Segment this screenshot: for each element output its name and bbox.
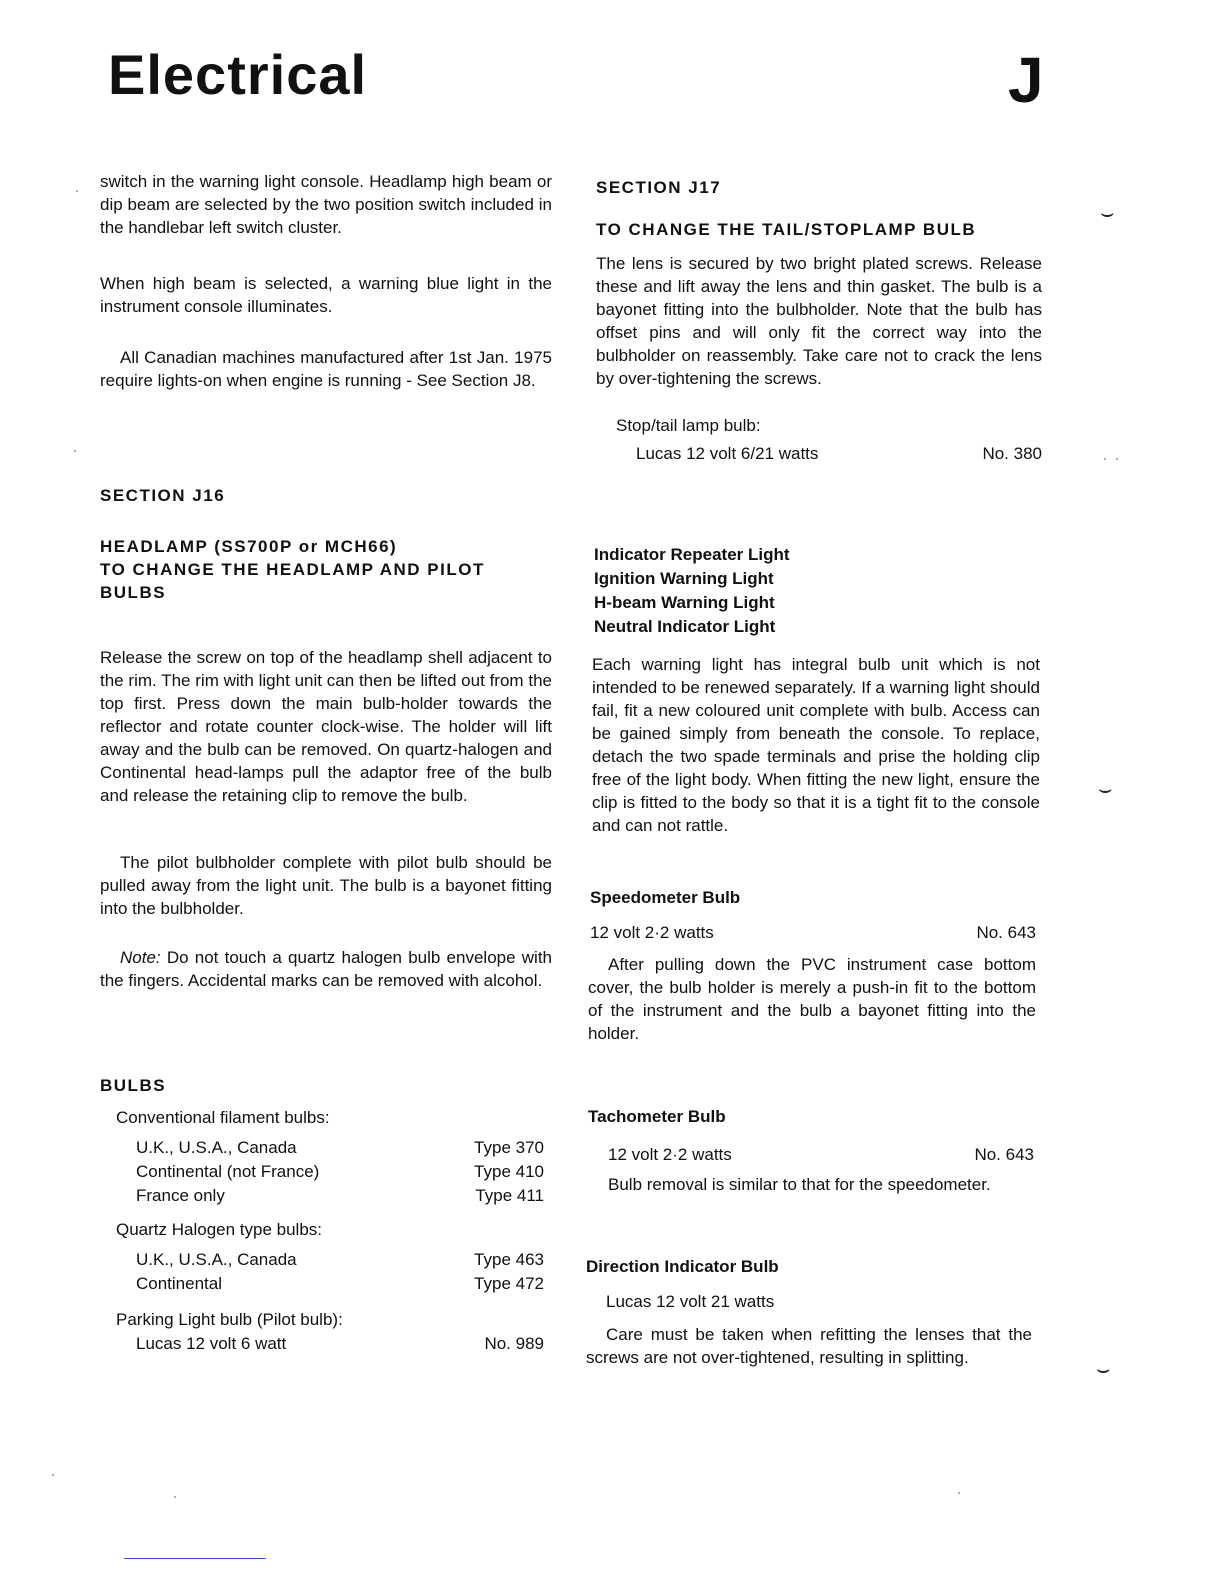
row-value: No. 989 — [484, 1334, 544, 1353]
row-label: 12 volt 2·2 watts — [590, 923, 714, 942]
speedo-heading: Speedometer Bulb — [590, 888, 741, 907]
binder-mark: ⌣ — [1096, 1356, 1111, 1381]
stop-lamp-spec — [596, 412, 1042, 468]
warning-heading: Ignition Warning Light — [594, 569, 774, 588]
row-value: Type 370 — [474, 1138, 544, 1157]
section-j17-heading: SECTION J17 — [596, 178, 722, 197]
scan-dot — [76, 190, 78, 192]
warning-text — [592, 653, 1040, 837]
warning-headings — [594, 543, 1040, 639]
row-label: 12 volt 2·2 watts — [608, 1145, 732, 1164]
tail-text — [596, 252, 1042, 390]
pilot-text — [100, 851, 552, 920]
tacho-spec — [608, 1140, 1034, 1200]
table-row — [100, 1272, 544, 1296]
headlamp-heading-line2: TO CHANGE THE HEADLAMP AND PILOT BULBS — [100, 560, 485, 602]
footer-line — [124, 1558, 266, 1559]
binder-mark: ⌣ — [1100, 200, 1115, 225]
row-value: Type 472 — [474, 1274, 544, 1293]
headlamp-text — [100, 646, 552, 807]
row-label: U.K., U.S.A., Canada — [136, 1250, 297, 1269]
canadian-paragraph: All Canadian machines manufactured after 1st Jan. 1975 require lights-on when engine is running - See Section J8. — [100, 348, 552, 390]
quartz-label: Quartz Halogen type bulbs: — [116, 1220, 323, 1239]
warning-heading: Indicator Repeater Light — [594, 545, 790, 564]
tacho-paragraph: Bulb removal is similar to that for the speedometer. — [608, 1175, 991, 1194]
speedo-text — [588, 953, 1036, 1045]
canadian-text — [100, 346, 552, 392]
bulbs-table — [100, 1106, 544, 1356]
binder-mark: ⌣ — [1098, 776, 1113, 801]
note-body: Do not touch a quartz halogen bulb envelope with the fingers. Accidental marks can be removed with alcohol. — [100, 948, 552, 990]
conventional-label: Conventional filament bulbs: — [116, 1108, 330, 1127]
high-beam-text — [100, 272, 552, 318]
speedo-paragraph: After pulling down the PVC instrument case bottom cover, the bulb holder is merely a push-in fit to the bottom of the instrument and the bulb a bayonet fitting into the holder. — [588, 955, 1036, 1043]
table-row — [100, 1184, 544, 1208]
row-value: Type 411 — [475, 1186, 544, 1205]
row-label: Continental (not France) — [136, 1162, 320, 1181]
table-row — [100, 1136, 544, 1160]
row-value: No. 643 — [974, 1145, 1034, 1164]
row-label: Continental — [136, 1274, 223, 1293]
high-beam-paragraph: When high beam is selected, a warning blue light in the instrument console illuminates. — [100, 274, 552, 316]
table-row — [100, 1248, 544, 1272]
direction-spec: Lucas 12 volt 21 watts — [606, 1292, 775, 1311]
parking-label: Parking Light bulb (Pilot bulb): — [116, 1310, 343, 1329]
headlamp-heading — [100, 535, 552, 604]
speedo-spec — [590, 921, 1036, 944]
note-text — [100, 946, 552, 992]
table-row — [100, 1332, 544, 1356]
scan-dot — [74, 450, 76, 452]
table-row — [596, 440, 1042, 468]
tail-heading: TO CHANGE THE TAIL/STOPLAMP BULB — [596, 220, 977, 239]
headlamp-heading-line1: HEADLAMP (SS700P or MCH66) — [100, 537, 398, 556]
row-value: Type 410 — [474, 1162, 544, 1181]
headlamp-paragraph-2: The pilot bulbholder complete with pilot bulb should be pulled away from the light unit. The bulb is a bayonet fitting into the bulbholder. — [100, 853, 552, 918]
row-value: No. 643 — [976, 923, 1036, 942]
scan-dot — [52, 1474, 54, 1476]
table-row — [100, 1160, 544, 1184]
section-letter: J — [1008, 44, 1044, 116]
intro-text — [100, 170, 552, 239]
row-value: Type 463 — [474, 1250, 544, 1269]
tail-paragraph: The lens is secured by two bright plated screws. Release these and lift away the lens and thin gasket. The bulb is a bayonet fitting into the bulbholder. Note that the bulb has offset pins and will only fit the correct way into the bulbholder on reassembly. Take care not to crack the lens by over-tightening the screws. — [596, 254, 1042, 388]
tacho-heading: Tachometer Bulb — [588, 1107, 726, 1126]
stop-label: Stop/tail lamp bulb: — [616, 416, 761, 435]
note-paragraph — [100, 946, 552, 992]
scan-dot — [174, 1496, 176, 1498]
bulbs-heading: BULBS — [100, 1076, 167, 1095]
scan-dot — [1116, 458, 1118, 460]
note-label: Note: — [120, 948, 161, 967]
warning-heading: H-beam Warning Light — [594, 593, 775, 612]
warning-paragraph: Each warning light has integral bulb unit which is not intended to be renewed separately. If a warning light should fail, fit a new coloured unit complete with bulb. Access can be gained simply from beneath the console. To replace, detach the two spade terminals and prise the holding clip free of the light body. When fitting the new light, ensure the clip is fitted to the body so that it is a tight fit to the console and can not rattle. — [592, 655, 1040, 835]
row-label: France only — [136, 1186, 225, 1205]
section-j16-heading: SECTION J16 — [100, 486, 226, 505]
scan-dot — [958, 1492, 960, 1494]
headlamp-paragraph-1: Release the screw on top of the headlamp shell adjacent to the rim. The rim with light unit can then be lifted out from the top first. Press down the main bulb-holder towards the reflector and rotate counter clock-wise. The holder will lift away and the bulb can be removed. On quartz-halogen and Continental head-lamps pull the adaptor free of the bulb and release the retaining clip to remove the bulb. — [100, 648, 552, 805]
row-label: U.K., U.S.A., Canada — [136, 1138, 297, 1157]
table-row — [608, 1140, 1034, 1170]
row-label: Lucas 12 volt 6 watt — [136, 1334, 287, 1353]
row-label: Lucas 12 volt 6/21 watts — [636, 444, 819, 463]
page-title: Electrical — [108, 43, 368, 106]
direction-paragraph: Care must be taken when refitting the lenses that the screws are not over-tightened, resulting in splitting. — [586, 1325, 1032, 1367]
table-row — [590, 921, 1036, 944]
direction-text — [586, 1323, 1032, 1369]
row-value: No. 380 — [982, 444, 1042, 463]
direction-heading: Direction Indicator Bulb — [586, 1257, 779, 1276]
warning-heading: Neutral Indicator Light — [594, 617, 776, 636]
intro-paragraph: switch in the warning light console. Headlamp high beam or dip beam are selected by the two position switch included in the handlebar left switch cluster. — [100, 172, 552, 237]
scan-dot — [1104, 458, 1106, 460]
